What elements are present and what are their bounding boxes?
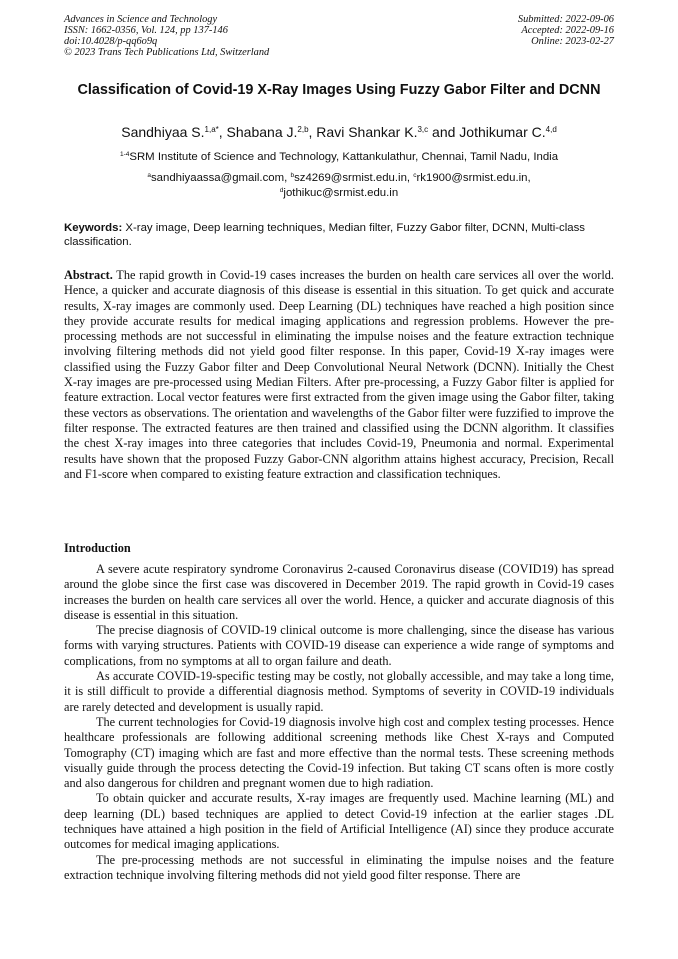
dates-header <box>518 14 614 47</box>
author-sep: and <box>428 124 460 140</box>
intro-paragraph: As accurate COVID-19-specific testing may be costly, not globally accessible, and may take a long time, it is still difficult to provide a differential diagnosis method. Symptoms of severity in COVID-19 individuals are rarely detected and development is usually rapid. <box>64 669 614 714</box>
author-sup: 3,c <box>417 125 429 134</box>
paper-title: Classification of Covid-19 X-Ray Images Using Fuzzy Gabor Filter and DCNN <box>77 82 601 98</box>
issn-line: ISSN: 1662-0356, Vol. 124, pp 137-146 <box>64 25 228 36</box>
accepted-date: Accepted: 2022-09-16 <box>521 25 614 36</box>
email-sup: c <box>413 172 417 179</box>
journal-name: Advances in Science and Technology <box>64 14 218 25</box>
keywords <box>64 221 614 249</box>
intro-paragraph: To obtain quicker and accurate results, X-ray images are frequently used. Machine learning (ML) and deep learning (DL) based techniques are applied to detect Covid-19 infection at the earlier stages .DL techniques have attained a high position in the field of Artificial Intelligence (AI) since they produce accurate outcomes for medical imaging applications. <box>64 791 614 852</box>
copyright-line: © 2023 Trans Tech Publications Ltd, Switzerland <box>64 47 270 58</box>
author-name: Ravi Shankar K. <box>316 124 418 140</box>
submitted-date: Submitted: 2022-09-06 <box>517 14 614 25</box>
author-name: Shabana J. <box>226 124 298 140</box>
email-a: sandhiyaassa@gmail.com, <box>150 172 291 184</box>
author-sup: 4,d <box>545 125 557 134</box>
affiliation-sup: 1-4 <box>119 151 130 158</box>
introduction-heading: Introduction <box>64 541 131 555</box>
email-d: jothikuc@srmist.edu.in <box>283 186 399 199</box>
abstract-text: The rapid growth in Covid-19 cases increases the burden on health care services all over the world. Hence, a quicker and accurate diagnosis of this disease is essential in this situation. To get quick and accurate results, X-ray images are commonly used. Deep Learning (DL) techniques have reached a high position since they provide accurate results for medical imaging applications and regression problems. However the pre-processing methods are not successful in eliminating the impulse noises and the feature extraction technique involving filtering methods did not yield good filter response. In this paper, Covid-19 X-ray images were classified using the Fuzzy Gabor filter and Deep Convolutional Neural Network (DCNN). Initially the Chest X-ray images are pre-processed using Median Filters. After pre-processing, a Fuzzy Gabor filter is applied for feature extraction. Local vector features were first extracted from the given image using the Gabor filter, taking these vectors as observations. The orientation and wavelengths of the Gabor filter were fuzzified to improve the filter response. The extracted features are then trained and classified using the DCNN algorithm. It classifies the chest X-ray images into three categories that includes Covid-19, Pneumonia and normal. Experimental results have shown that the proposed Fuzzy Gabor-CNN algorithm attains highest accuracy, Precision, Recall and F1-score when compared to existing feature extraction and classification techniques. <box>64 268 614 481</box>
keywords-text: X-ray image, Deep learning techniques, Median filter, Fuzzy Gabor filter, DCNN, Multi-class classification. <box>64 222 586 248</box>
email-line <box>64 171 614 186</box>
email-sup: b <box>290 172 295 179</box>
abstract <box>64 268 614 482</box>
author-name: Sandhiyaa S. <box>121 124 205 140</box>
intro-paragraph: A severe acute respiratory syndrome Coronavirus 2-caused Coronavirus disease (COVID19) has spread around the globe since the first case was discovered in December 2019. The rapid growth in Covid-19 cases increases the burden on health care services all over the world. Hence, a quicker and accurate diagnosis of this disease is essential in this situation. <box>64 562 614 622</box>
keywords-label: Keywords: <box>64 222 123 234</box>
author-list <box>64 123 614 141</box>
author-sep: , <box>308 124 317 140</box>
intro-paragraph: The pre-processing methods are not successful in eliminating the impulse noises and the feature extraction technique involving filtering methods did not yield good filter response. There are <box>64 852 614 882</box>
doi-line: doi:10.4028/p-qq6o9q <box>64 36 158 47</box>
intro-paragraph: The precise diagnosis of COVID-19 clinical outcome is more challenging, since the disease has various forms with varying structures. Patients with COVID-19 disease can experience a wide range of symptoms and complications, from no symptoms at all to organ failure and death. <box>64 623 614 668</box>
author-emails <box>64 171 614 200</box>
abstract-label: Abstract. <box>64 268 113 282</box>
email-sup: d <box>279 186 284 194</box>
author-name: Jothikumar C. <box>459 124 546 140</box>
introduction-body <box>64 562 614 883</box>
journal-header <box>64 14 269 58</box>
email-line <box>64 186 614 201</box>
online-date: Online: 2023-02-27 <box>531 36 614 47</box>
email-c: rk1900@srmist.edu.in, <box>416 172 531 184</box>
author-sup: 2,b <box>297 125 309 134</box>
author-sep: , <box>218 124 227 140</box>
email-sup: a <box>147 172 151 179</box>
author-sup: 1,a* <box>204 125 219 134</box>
affiliation-text: SRM Institute of Science and Technology, Kattankulathur, Chennai, Tamil Nadu, India <box>129 151 559 163</box>
affiliation <box>64 150 614 164</box>
email-b: sz4269@srmist.edu.in, <box>294 172 414 184</box>
intro-paragraph: The current technologies for Covid-19 diagnosis involve high cost and complex testing processes. Hence healthcare professionals are following additional screening methods like Chest X-rays and Computed Tomography (CT) imaging which are fast and more effective than the normal tests. These screening methods visually guide through the process detecting the Covid-19 infection. But taking CT scans often is more costly and also dangerous for children and pregnant women due to high radiation. <box>64 714 614 791</box>
